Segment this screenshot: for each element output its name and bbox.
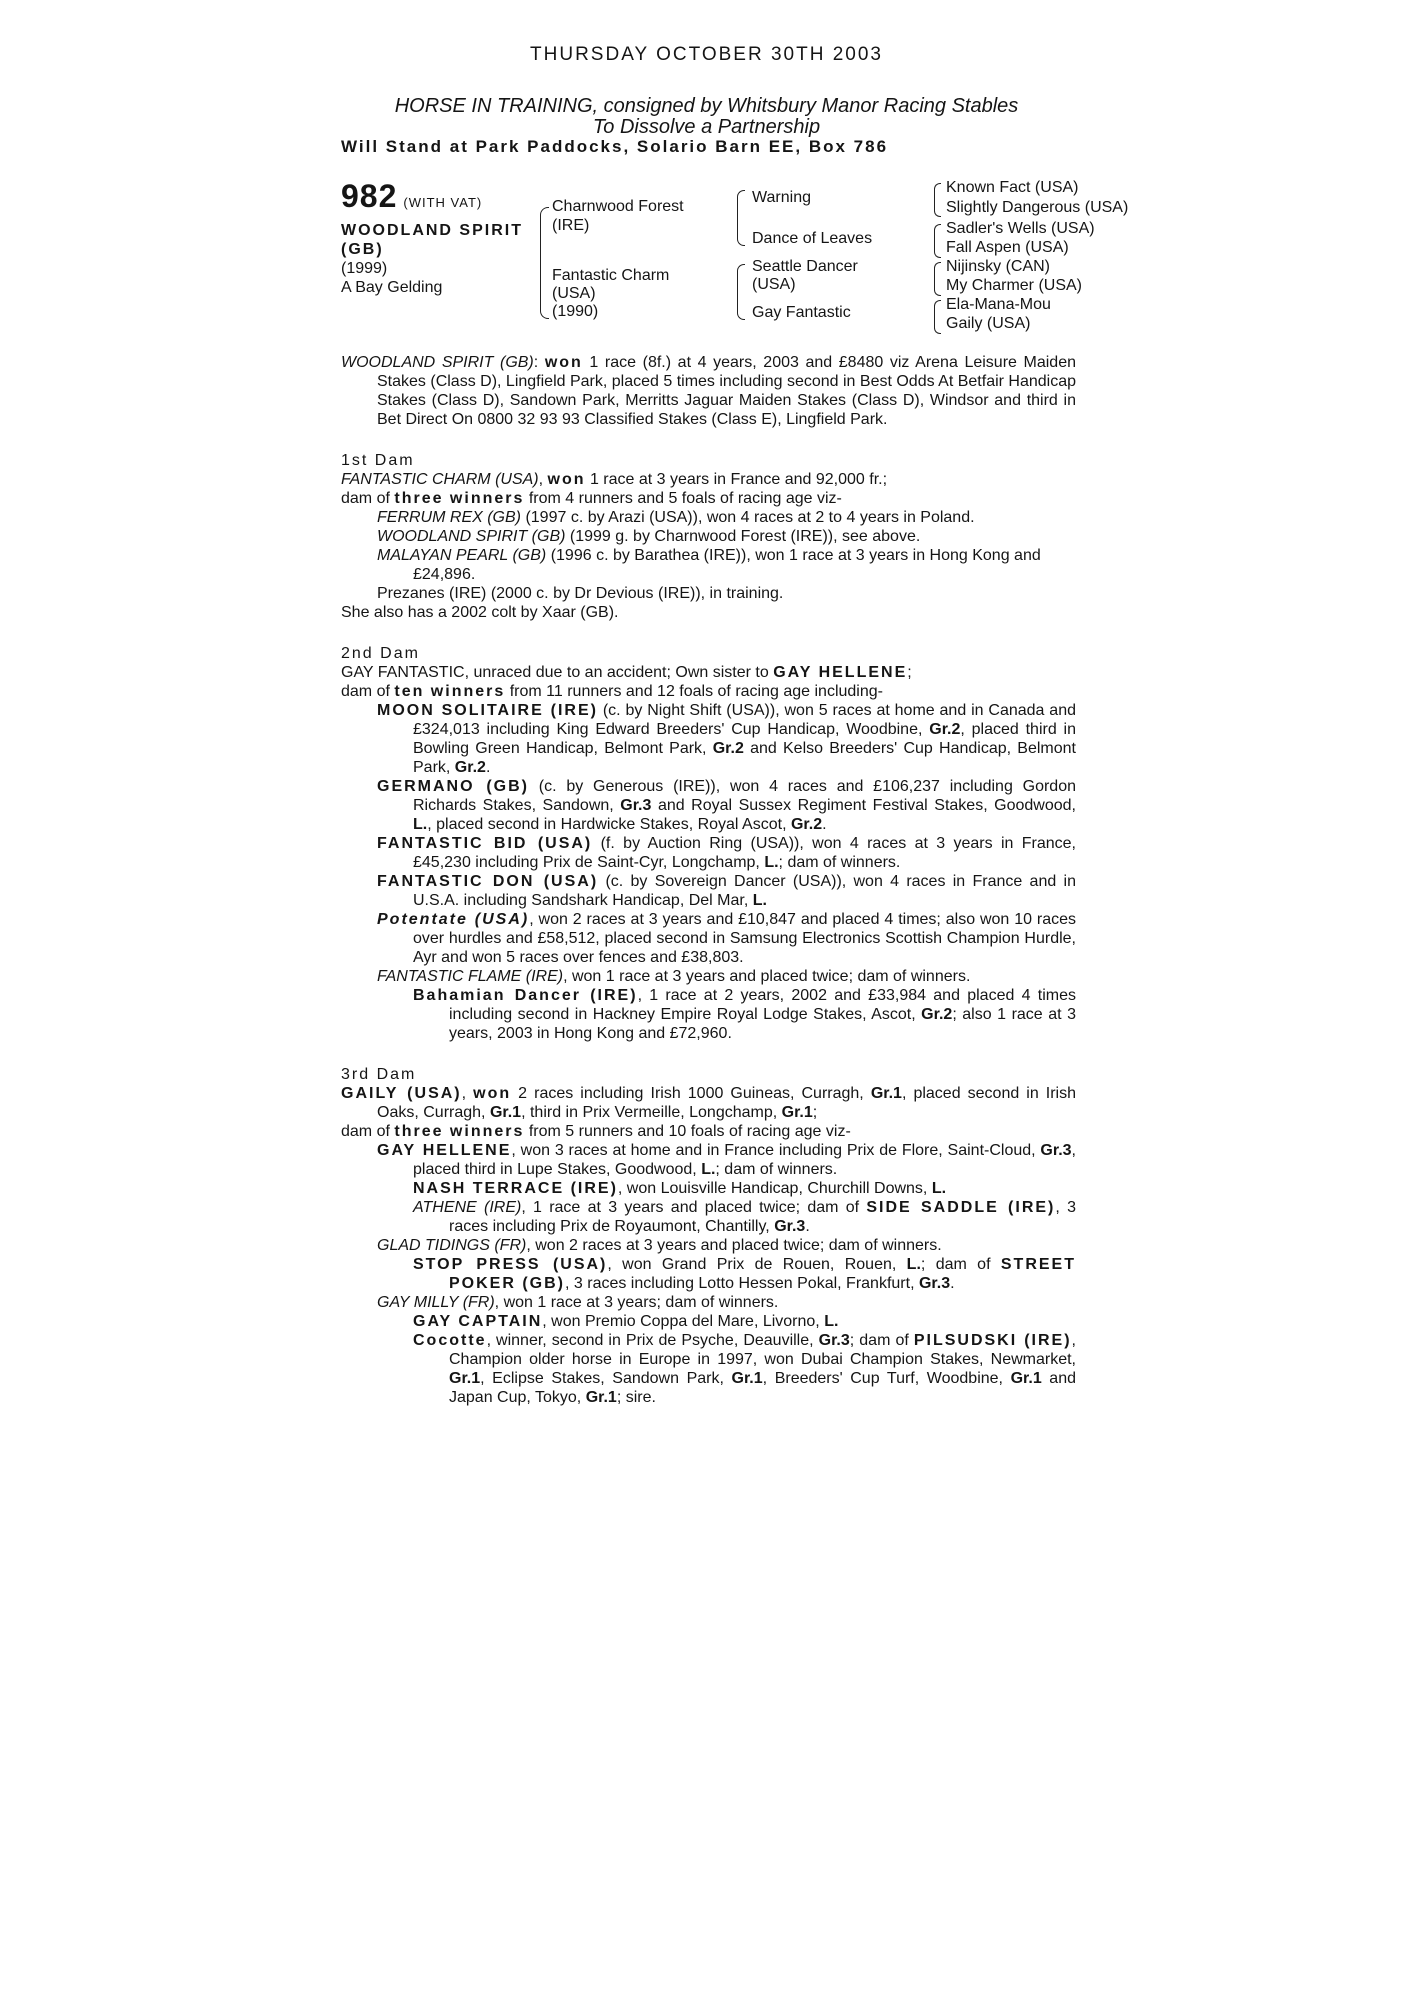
second-dam-produce: dam of ten winners from 11 runners and 12 foals of racing age including- xyxy=(341,683,883,700)
pedigree-brace xyxy=(934,262,941,296)
sire-sire: Warning xyxy=(752,189,811,206)
dam: Fantastic Charm xyxy=(552,267,670,284)
gg-parent: Sadler's Wells (USA) xyxy=(946,220,1095,237)
gg-parent: Known Fact (USA) xyxy=(946,179,1079,196)
gg-parent: My Charmer (USA) xyxy=(946,277,1083,294)
horse-name: WOODLAND SPIRIT xyxy=(341,222,523,239)
second-dam-heading: 2nd Dam xyxy=(341,645,420,662)
horse-year: (1999) xyxy=(341,260,388,277)
third-dam-record: GAILY (USA), won 2 races including Irish 1000 Guineas, Curragh, Gr.1, placed second in Irish Oaks, Curragh, Gr.1, third in Prix Vermeille, Longchamp, Gr.1; xyxy=(341,1085,1077,1121)
partnership-line: To Dissolve a Partnership xyxy=(592,116,821,138)
gg-parent: Gaily (USA) xyxy=(946,315,1031,332)
progeny-entry: Potentate (USA), won 2 races at 3 years and £10,847 and placed 4 times; also won 10 races over hurdles and £58,512, placed second in Samsung Electronics Scottish Champion Hurdle, Ayr and won 5 races over fences and £38,803. xyxy=(377,911,1076,966)
grand-progeny-entry: STOP PRESS (USA), won Grand Prix de Rouen, Rouen, L.; dam of STREET POKER (GB), 3 races including Lotto Hessen Pokal, Frankfurt, Gr.3. xyxy=(413,1256,1076,1292)
gg-parent: Slightly Dangerous (USA) xyxy=(946,199,1129,216)
dam-sire: Seattle Dancer xyxy=(752,258,858,275)
sire-dam: Dance of Leaves xyxy=(752,230,873,247)
progeny-entry: MOON SOLITAIRE (IRE) (c. by Night Shift (USA)), won 5 races at home and in Canada and £324,013 including King Edward Breeders' Cup Handicap, Woodbine, Gr.2, placed third in Bowling Green Handicap, Belmont Park, Gr.2 and Kelso Breeders' Cup Handicap, Belmont Park, Gr.2. xyxy=(377,702,1076,776)
dam-dam: Gay Fantastic xyxy=(752,304,851,321)
grand-progeny-entry: Bahamian Dancer (IRE), 1 race at 2 years, 2002 and £33,984 and placed 4 times including second in Hackney Empire Royal Lodge Stakes, Ascot, Gr.2; also 1 race at 3 years, 2003 in Hong Kong and £72,960. xyxy=(413,987,1077,1042)
dam-sire-country: (USA) xyxy=(752,276,796,293)
grand-progeny-entry: Cocotte, winner, second in Prix de Psyche, Deauville, Gr.3; dam of PILSUDSKI (IRE), Champion older horse in Europe in 1997, won Dubai Champion Stakes, Newmarket, Gr.1, Eclipse Stakes, Sandown Park, Gr.1, Breeders' Cup Turf, Woodbine, Gr.1 and Japan Cup, Tokyo, Gr.1; sire. xyxy=(413,1332,1076,1406)
progeny-entry: FANTASTIC FLAME (IRE), won 1 race at 3 years and placed twice; dam of winners. xyxy=(377,968,971,985)
catalogue-body xyxy=(341,353,1076,1407)
progeny-entry: FANTASTIC BID (USA) (f. by Auction Ring (USA)), won 4 races at 3 years in France, £45,230 including Prix de Saint-Cyr, Longchamp, L.; dam of winners. xyxy=(377,835,1077,871)
progeny-entry: GLAD TIDINGS (FR), won 2 races at 3 years and placed twice; dam of winners. xyxy=(377,1237,942,1254)
horse-description: A Bay Gelding xyxy=(341,279,443,296)
first-dam-heading: 1st Dam xyxy=(341,452,415,469)
gg-parent: Ela-Mana-Mou xyxy=(946,296,1051,313)
consignment-line: HORSE IN TRAINING, consigned by Whitsbury Manor Racing Stables xyxy=(394,95,1019,117)
progeny-entry: FANTASTIC DON (USA) (c. by Sovereign Dancer (USA)), won 4 races in France and in U.S.A. including Sandshark Handicap, Del Mar, L. xyxy=(377,873,1076,909)
race-record-summary: WOODLAND SPIRIT (GB): won 1 race (8f.) at 4 years, 2003 and £8480 viz Arena Leisure Maiden Stakes (Class D), Lingfield Park, placed 5 times including second in Best Odds At Betfair Handicap Stakes (Class D), Sandown Park, Merritts Jaguar Maiden Stakes (Class D), Windsor and third in Bet Direct On 0800 32 93 93 Classified Stakes (Class E), Lingfield Park. xyxy=(341,354,1077,428)
pedigree-brace xyxy=(737,190,745,246)
pedigree-brace xyxy=(934,183,941,217)
second-dam-record: GAY FANTASTIC, unraced due to an accident; Own sister to GAY HELLENE; xyxy=(341,664,912,681)
third-dam-heading: 3rd Dam xyxy=(341,1066,417,1083)
progeny-entry: FERRUM REX (GB) (1997 c. by Arazi (USA)), won 4 races at 2 to 4 years in Poland. xyxy=(377,509,975,526)
pedigree-brace xyxy=(737,264,745,320)
progeny-entry: WOODLAND SPIRIT (GB) (1999 g. by Charnwood Forest (IRE)), see above. xyxy=(377,528,921,545)
grand-progeny-entry: NASH TERRACE (IRE), won Louisville Handicap, Churchill Downs, L. xyxy=(413,1180,947,1197)
vat-note: (WITH VAT) xyxy=(403,195,483,210)
pedigree-brace xyxy=(934,300,941,334)
lot-heading xyxy=(341,178,482,215)
sire-country: (IRE) xyxy=(552,217,590,234)
gg-parent: Fall Aspen (USA) xyxy=(946,239,1069,256)
progeny-entry: Prezanes (IRE) (2000 c. by Dr Devious (IRE)), in training. xyxy=(377,585,784,602)
first-dam-note: She also has a 2002 colt by Xaar (GB). xyxy=(341,604,619,621)
dam-country: (USA) xyxy=(552,285,596,302)
grand-progeny-entry: ATHENE (IRE), 1 race at 3 years and placed twice; dam of SIDE SADDLE (IRE), 3 races including Prix de Royaumont, Chantilly, Gr.3. xyxy=(413,1199,1076,1235)
first-dam-produce: dam of three winners from 4 runners and 5 foals of racing age viz- xyxy=(341,490,842,507)
stand-location: Will Stand at Park Paddocks, Solario Barn EE, Box 786 xyxy=(341,137,889,156)
horse-country: (GB) xyxy=(341,241,384,258)
grand-progeny-entry: GAY CAPTAIN, won Premio Coppa del Mare, Livorno, L. xyxy=(413,1313,839,1330)
sire: Charnwood Forest xyxy=(552,198,684,215)
progeny-entry: MALAYAN PEARL (GB) (1996 c. by Barathea (IRE)), won 1 race at 3 years in Hong Kong and £24,896. xyxy=(377,547,1041,583)
dam-year: (1990) xyxy=(552,303,599,320)
pedigree-brace xyxy=(540,207,549,319)
progeny-entry: GAY MILLY (FR), won 1 race at 3 years; dam of winners. xyxy=(377,1294,779,1311)
lot-number: 982 xyxy=(341,178,398,214)
progeny-entry: GAY HELLENE, won 3 races at home and in France including Prix de Flore, Saint-Cloud, Gr.3, placed third in Lupe Stakes, Goodwood, L.; dam of winners. xyxy=(377,1142,1076,1178)
pedigree-brace xyxy=(934,224,941,258)
first-dam-record: FANTASTIC CHARM (USA), won 1 race at 3 years in France and 92,000 fr.; xyxy=(341,471,888,488)
sale-date: THURSDAY OCTOBER 30TH 2003 xyxy=(530,44,883,65)
third-dam-produce: dam of three winners from 5 runners and 10 foals of racing age viz- xyxy=(341,1123,851,1140)
horse-info xyxy=(341,221,523,297)
progeny-entry: GERMANO (GB) (c. by Generous (IRE)), won 4 races and £106,237 including Gordon Richards Stakes, Sandown, Gr.3 and Royal Sussex Regiment Festival Stakes, Goodwood, L., placed second in Hardwicke Stakes, Royal Ascot, Gr.2. xyxy=(377,778,1077,833)
gg-parent: Nijinsky (CAN) xyxy=(946,258,1050,275)
